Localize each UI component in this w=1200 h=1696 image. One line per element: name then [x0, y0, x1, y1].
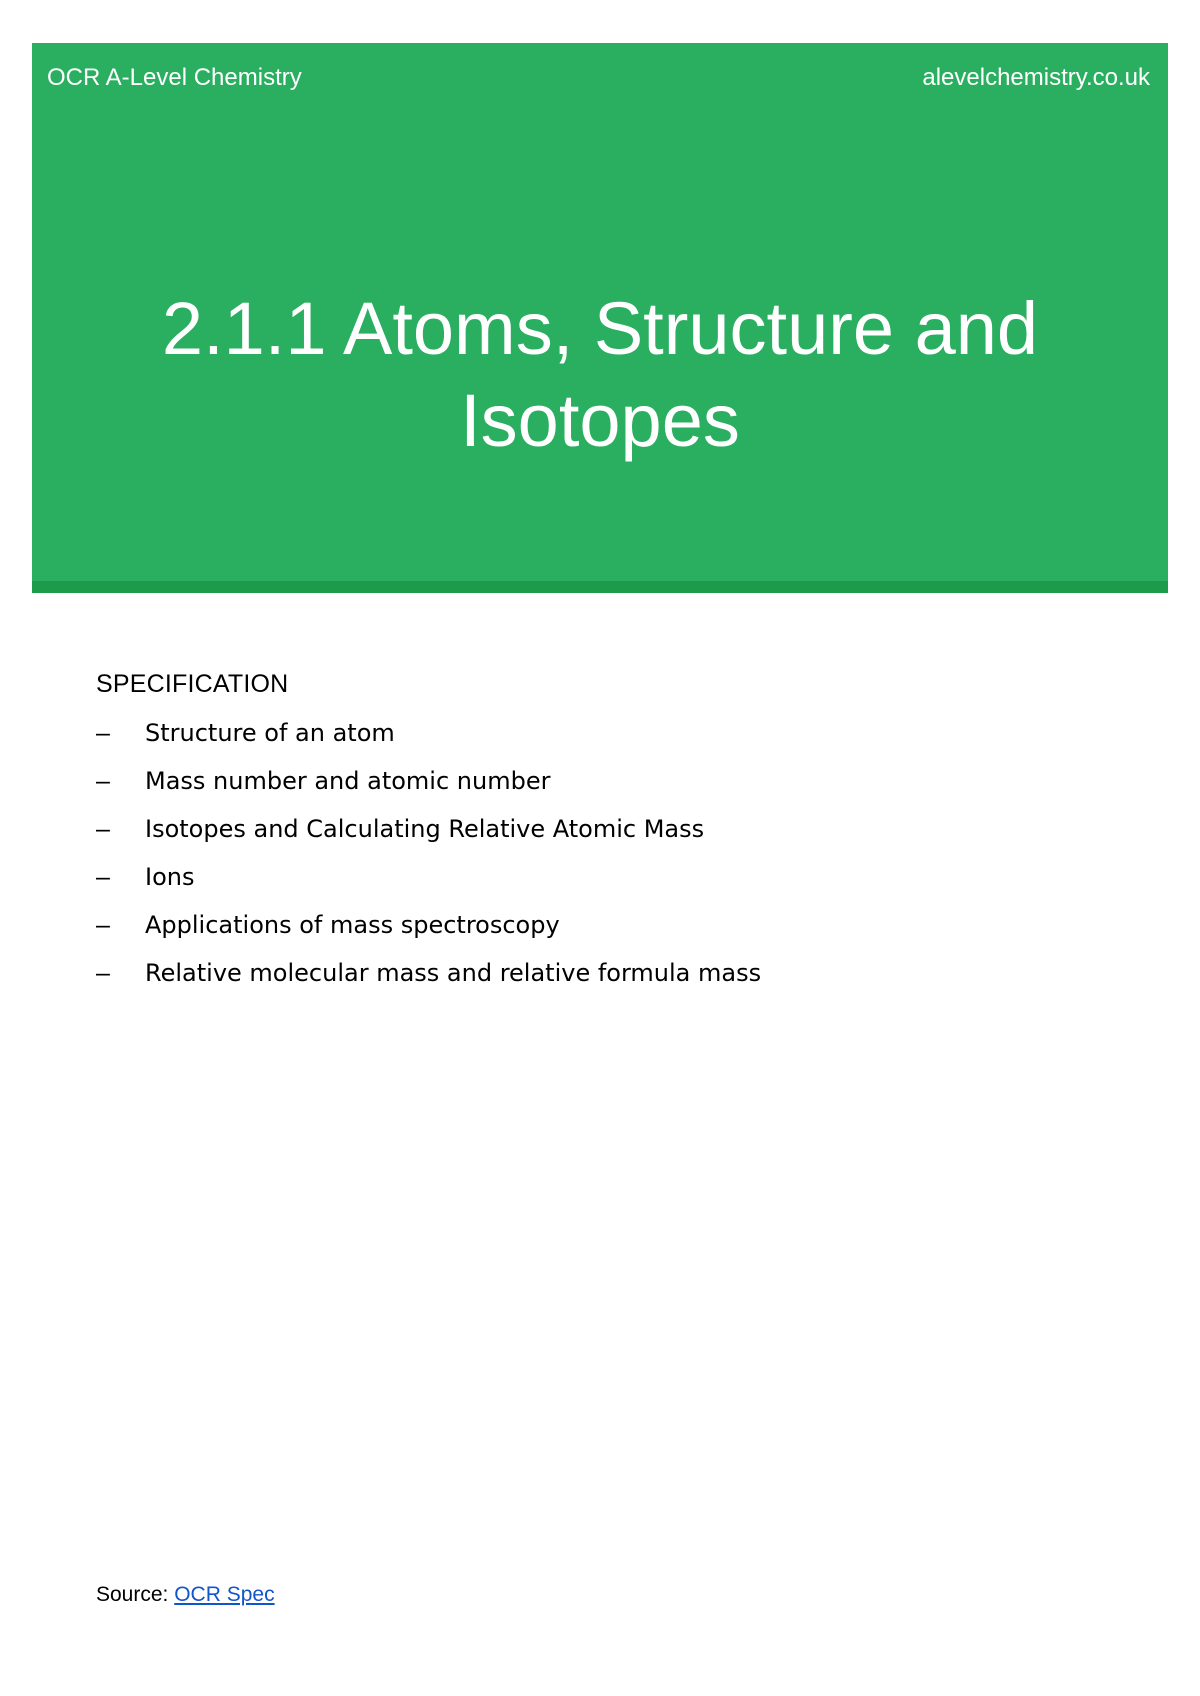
list-item-text: Structure of an atom: [145, 719, 395, 747]
specification-heading: SPECIFICATION: [96, 670, 289, 698]
dash-bullet: –: [96, 719, 110, 747]
dash-bullet: –: [96, 911, 110, 939]
page-title: [32, 283, 1168, 467]
source-label: Source:: [96, 1583, 169, 1606]
list-item-text: Relative molecular mass and relative formula mass: [145, 959, 762, 987]
header-divider-band: [32, 581, 1168, 593]
dash-bullet: –: [96, 767, 110, 795]
list-item-text: Applications of mass spectroscopy: [145, 911, 560, 939]
list-item-text: Mass number and atomic number: [145, 767, 551, 795]
list-item-text: Ions: [145, 863, 195, 891]
source-link[interactable]: OCR Spec: [174, 1583, 275, 1606]
dash-bullet: –: [96, 959, 110, 987]
course-name: OCR A-Level Chemistry: [47, 64, 302, 91]
source-line: [96, 1583, 275, 1607]
dash-bullet: –: [96, 815, 110, 843]
site-url: alevelchemistry.co.uk: [922, 64, 1150, 91]
page-title-line-2: Isotopes: [460, 379, 740, 462]
page-title-line-1: 2.1.1 Atoms, Structure and: [161, 287, 1039, 370]
dash-bullet: –: [96, 863, 110, 891]
list-item-text: Isotopes and Calculating Relative Atomic Mass: [145, 815, 705, 843]
